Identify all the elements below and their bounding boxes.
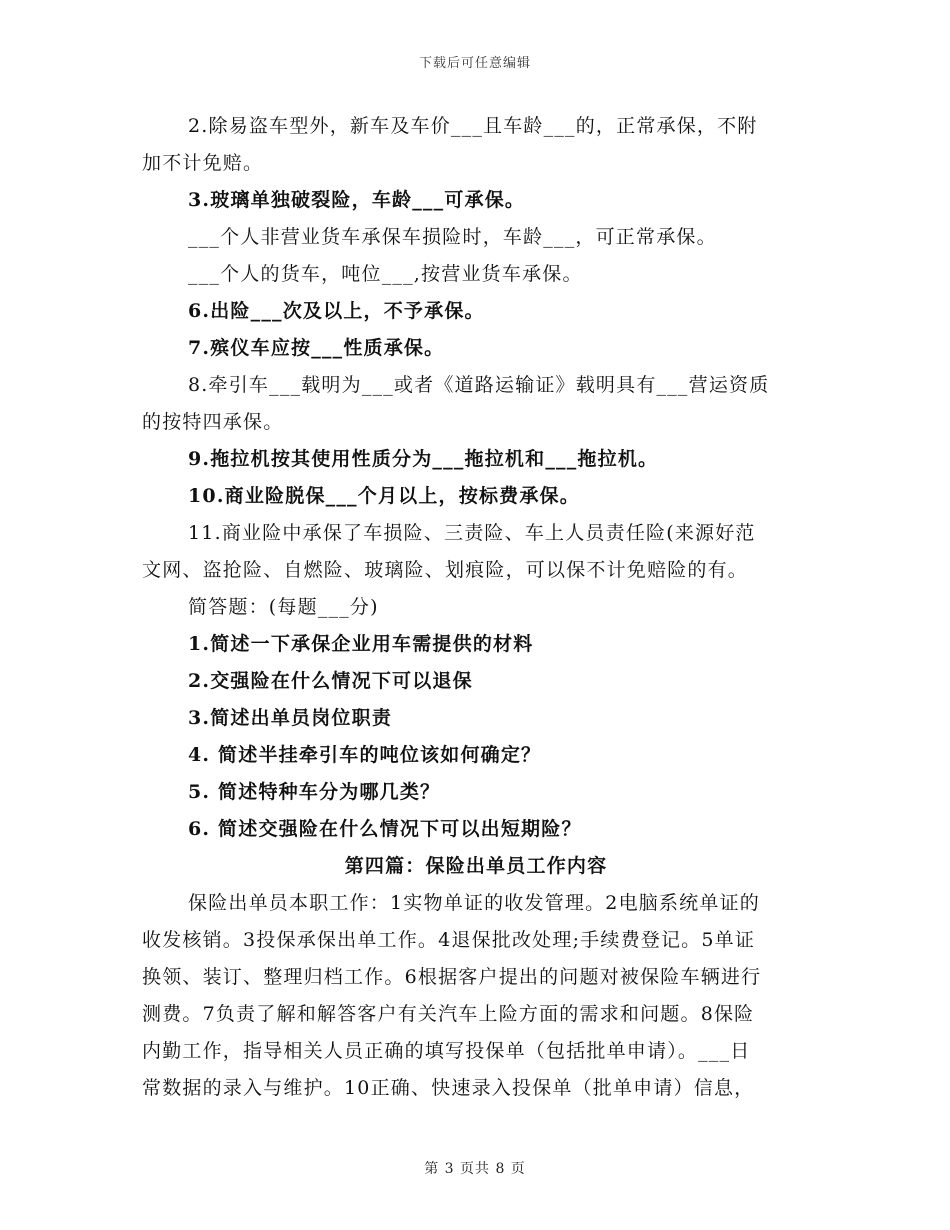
text-line: 测费。7负责了解和解答客户有关汽车上险方面的需求和问题。8保险	[142, 1003, 755, 1025]
text-line: 6.出险___次及以上，不予承保。	[188, 300, 485, 322]
text-line: ___个人的货车，吨位___,按营业货车承保。	[188, 263, 583, 285]
text-line: 2.交强险在什么情况下可以退保	[188, 670, 473, 692]
text-line: 6. 简述交强险在什么情况下可以出短期险？	[188, 818, 582, 840]
text-line: 10.商业险脱保___个月以上，按标费承保。	[188, 485, 580, 507]
page-header: 下载后可任意编辑	[418, 56, 531, 71]
text-line: 1.简述一下承保企业用车需提供的材料	[188, 633, 534, 655]
section-heading: 第四篇：保险出单员工作内容	[344, 855, 608, 877]
text-line: 5. 简述特种车分为哪几类？	[188, 781, 441, 803]
text-line: 简答题：(每题___分)	[188, 596, 379, 618]
text-line: 9.拖拉机按其使用性质分为___拖拉机和___拖拉机。	[188, 448, 659, 470]
text-line: 加不计免赔。	[142, 152, 264, 174]
text-line: 常数据的录入与维护。10正确、快速录入投保单（批单申请）信息，	[142, 1077, 755, 1099]
text-line: 11.商业险中承保了车损险、三责险、车上人员责任险(来源好范	[188, 522, 756, 544]
text-line: 换领、装订、整理归档工作。6根据客户提出的问题对被保险车辆进行	[142, 966, 762, 988]
text-line: 3.简述出单员岗位职责	[188, 707, 393, 729]
text-line: 2.除易盗车型外，新车及车价___且车龄___的，正常承保，不附	[188, 115, 758, 137]
text-line: 文网、盗抢险、自燃险、玻璃险、划痕险，可以保不计免赔险的有。	[142, 559, 749, 581]
text-line: 7.殡仪车应按___性质承保。	[188, 337, 445, 359]
text-line: 收发核销。3投保承保出单工作。4退保批改处理;手续费登记。5单证	[142, 929, 756, 951]
text-line: 8.牵引车___载明为___或者《道路运输证》载明具有___营运资质	[188, 374, 770, 396]
text-line: 内勤工作，指导相关人员正确的填写投保单（包括批单申请）。___日	[142, 1040, 751, 1062]
text-line: 4. 简述半挂牵引车的吨位该如何确定？	[188, 744, 542, 766]
page-footer: 第 3 页共 8 页	[424, 1161, 526, 1177]
text-line: 的按特四承保。	[142, 411, 284, 433]
text-line: 保险出单员本职工作：1实物单证的收发管理。2电脑系统单证的	[188, 892, 760, 914]
text-line: 3.玻璃单独破裂险，车龄___可承保。	[188, 189, 526, 211]
text-line: ___个人非营业货车承保车损险时，车龄___，可正常承保。	[188, 226, 717, 248]
document-body	[142, 108, 810, 1107]
